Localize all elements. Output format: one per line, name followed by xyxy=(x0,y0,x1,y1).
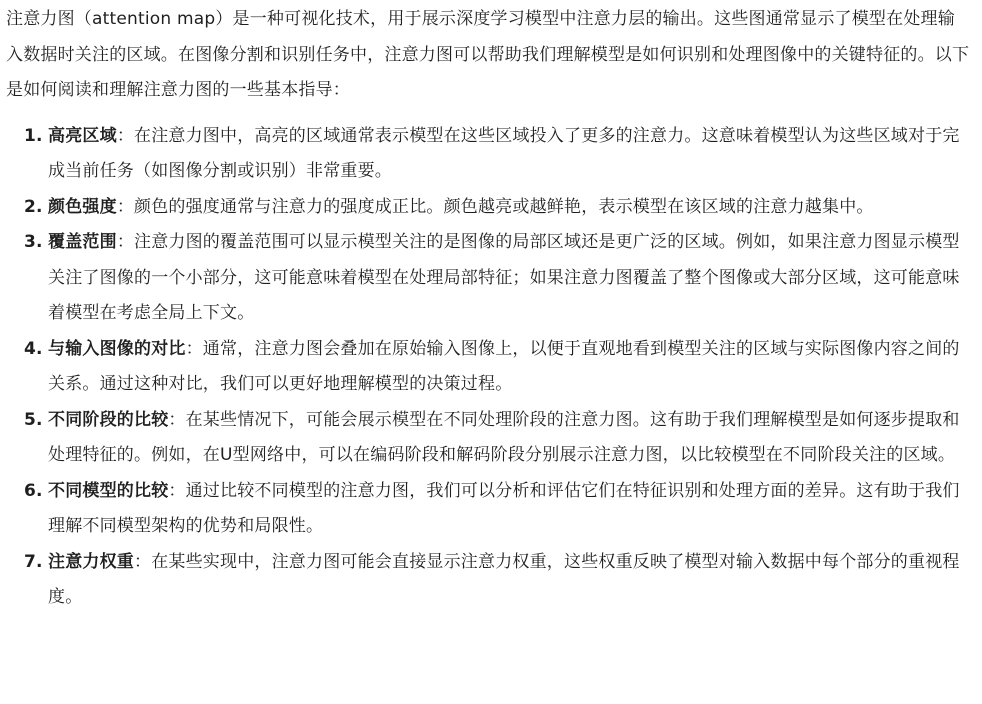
item-number: 1. xyxy=(24,125,43,146)
item-term: 高亮区域 xyxy=(48,125,117,146)
list-item xyxy=(6,225,970,332)
list-item xyxy=(6,545,970,616)
item-number: 2. xyxy=(24,196,43,217)
item-text: ：在某些实现中，注意力图可能会直接显示注意力权重，这些权重反映了模型对输入数据中每个部分的重视程度。 xyxy=(48,551,960,607)
item-text: ：在某些情况下，可能会展示模型在不同处理阶段的注意力图。这有助于我们理解模型是如何逐步提取和处理特征的。例如，在U型网络中，可以在编码阶段和解码阶段分别展示注意力图，以比较模型在不同阶段关注的区域。 xyxy=(48,409,960,465)
item-term: 覆盖范围 xyxy=(48,232,117,252)
item-term: 与输入图像的对比 xyxy=(48,338,186,359)
list-item xyxy=(6,119,970,190)
item-term: 不同模型的比较 xyxy=(48,480,169,501)
list-item xyxy=(6,474,970,545)
list-item xyxy=(6,332,970,403)
guideline-list xyxy=(6,119,970,616)
item-term: 不同阶段的比较 xyxy=(48,409,169,430)
list-item xyxy=(6,190,970,226)
item-number: 7. xyxy=(24,551,43,572)
item-text: ：通过比较不同模型的注意力图，我们可以分析和评估它们在特征识别和处理方面的差异。这有助于我们理解不同模型架构的优势和局限性。 xyxy=(48,480,960,536)
intro-paragraph: 注意力图（attention map）是一种可视化技术，用于展示深度学习模型中注意力层的输出。这些图通常显示了模型在处理输入数据时关注的区域。在图像分割和识别任务中，注意力图可以帮助我们理解模型是如何识别和处理图像中的关键特征的。以下是如何阅读和理解注意力图的一些基本指导： xyxy=(6,9,970,100)
item-term: 颜色强度 xyxy=(48,196,117,217)
item-text: ：注意力图的覆盖范围可以显示模型关注的是图像的局部区域还是更广泛的区域。例如，如果注意力图显示模型关注了图像的一个小部分，这可能意味着模型在处理局部特征；如果注意力图覆盖了整个图像或大部分区域，这可能意味着模型在考虑全局上下文。 xyxy=(48,232,960,323)
item-number: 3. xyxy=(24,232,43,252)
list-item xyxy=(6,403,970,474)
item-number: 6. xyxy=(24,480,43,501)
item-number: 4. xyxy=(24,338,43,359)
item-number: 5. xyxy=(24,409,43,430)
item-text: ：颜色的强度通常与注意力的强度成正比。颜色越亮或越鲜艳，表示模型在该区域的注意力越集中。 xyxy=(116,196,874,217)
item-term: 注意力权重 xyxy=(48,551,134,572)
item-text: ：在注意力图中，高亮的区域通常表示模型在这些区域投入了更多的注意力。这意味着模型认为这些区域对于完成当前任务（如图像分割或识别）非常重要。 xyxy=(48,125,960,181)
item-text: ：通常，注意力图会叠加在原始输入图像上，以便于直观地看到模型关注的区域与实际图像内容之间的关系。通过这种对比，我们可以更好地理解模型的决策过程。 xyxy=(48,338,960,394)
